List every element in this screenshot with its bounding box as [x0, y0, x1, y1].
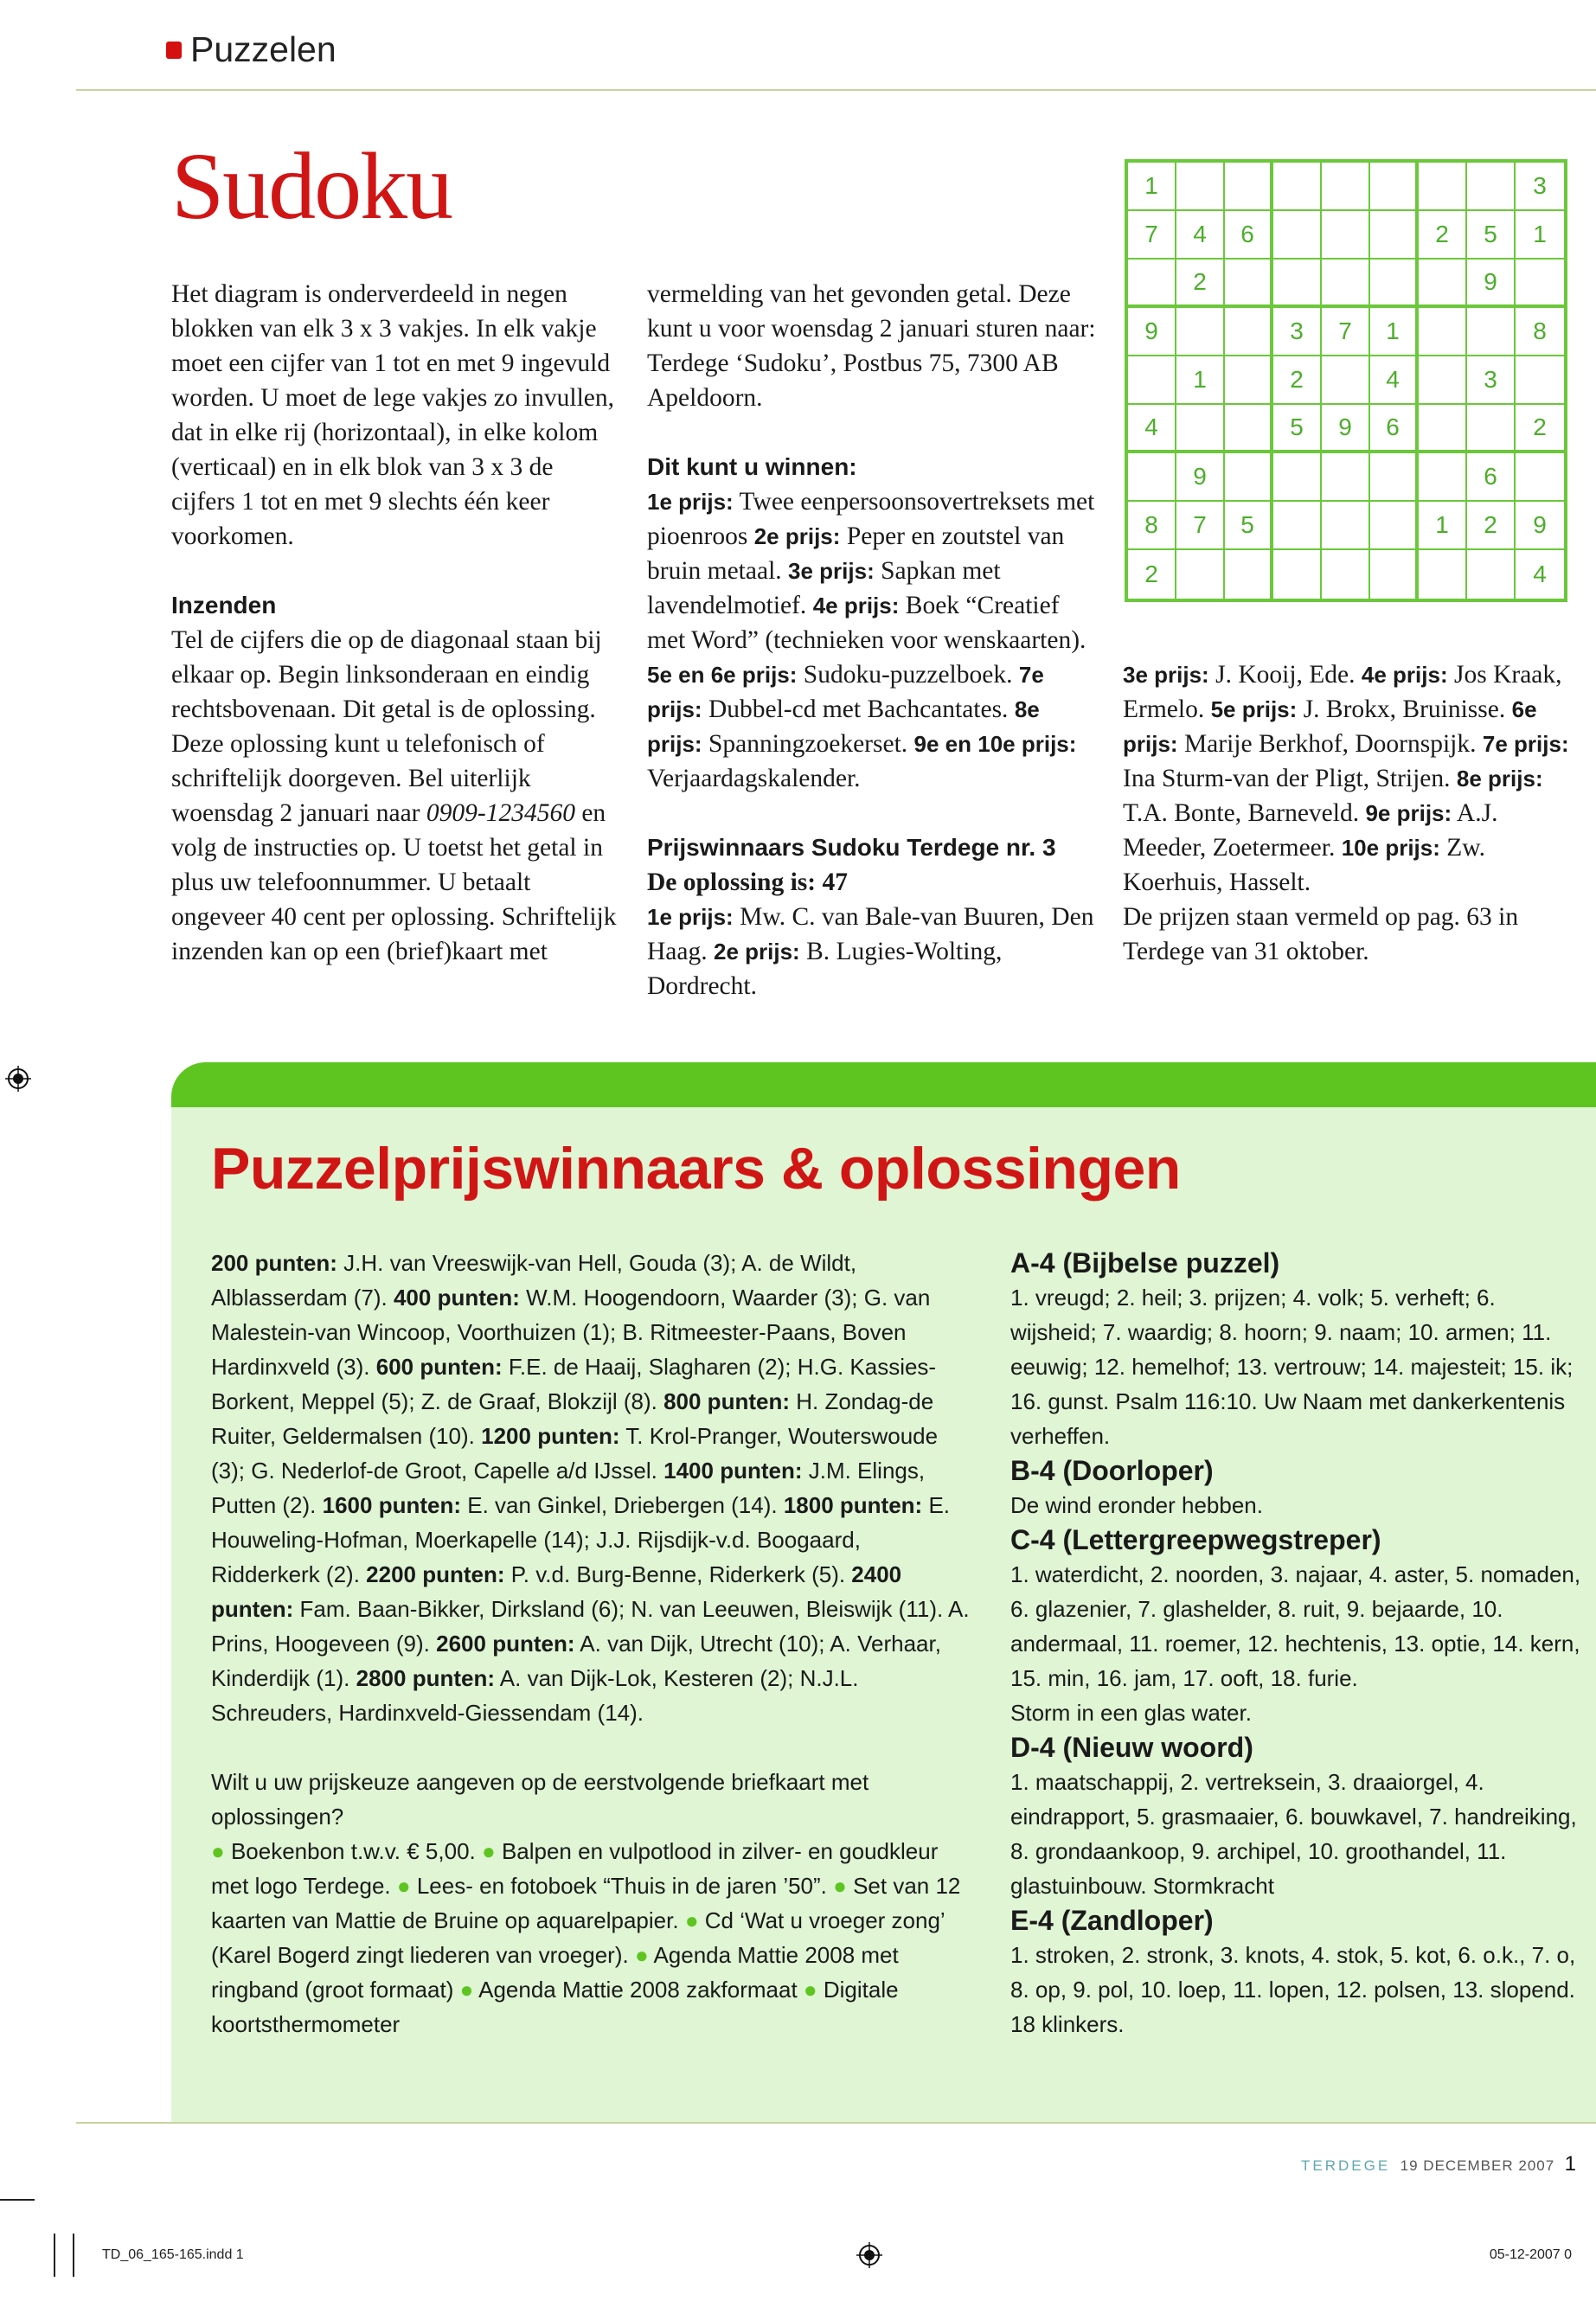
sudoku-cell: [1225, 163, 1273, 211]
bullet-icon: ●: [396, 1873, 417, 1899]
prize-text: Sudoku-puzzelboek.: [797, 661, 1019, 689]
points-text: J.M. Elings, Putten (2).: [211, 1458, 926, 1518]
prize-label: 8e prijs:: [647, 696, 1040, 757]
winner-text: Mw. C. van Bale-van Buuren, Den Haag.: [647, 903, 1094, 965]
solution-text: De wind eronder hebben.: [1010, 1492, 1263, 1518]
sudoku-cell: [1225, 405, 1273, 453]
bullet-icon: ●: [459, 1977, 479, 2003]
column-right: [1123, 657, 1573, 969]
sudoku-cell: 9: [1128, 308, 1176, 356]
page-title: Sudoku: [171, 133, 452, 239]
prize-label: 1e prijs:: [647, 489, 734, 515]
points-text: W.M. Hoogendoorn, Waarder (3); G. van Malestein-van Wincoop, Voorthuizen (1); B. Ritmeester-Paans, Boven Hardinxveld (3).: [211, 1285, 931, 1380]
sudoku-cell: 6: [1370, 405, 1419, 453]
prize-text: Twee eenpersoonsovertreksets met pioenroos: [647, 488, 1095, 550]
sudoku-cell: 7: [1322, 308, 1370, 356]
sudoku-cell: [1322, 550, 1370, 599]
points-label: 800 punten:: [663, 1388, 790, 1414]
prize-label: 2e prijs:: [753, 523, 841, 549]
winner-text: Jos Kraak, Ermelo.: [1123, 661, 1562, 723]
sudoku-cell: 1: [1370, 308, 1419, 356]
winner-text: A.J. Meeder, Zoetermeer.: [1123, 799, 1498, 862]
bullet-icon: ●: [684, 1907, 705, 1933]
sudoku-cell: [1467, 550, 1516, 599]
winner-text: Ina Sturm-van der Pligt, Strijen.: [1123, 765, 1457, 792]
sudoku-cell: [1322, 453, 1370, 502]
winner-text: J. Kooij, Ede.: [1208, 661, 1362, 689]
prize-text: Boek “Creatief met Word” (technieken voor wenskaarten).: [647, 592, 1086, 654]
sudoku-cell: 1: [1176, 356, 1225, 405]
sudoku-cell: 5: [1225, 502, 1273, 550]
prize-option: Agenda Mattie 2008 zakformaat: [478, 1977, 798, 2003]
sudoku-cell: 4: [1128, 405, 1176, 453]
sudoku-cell: [1419, 453, 1467, 502]
sudoku-cell: 7: [1176, 502, 1225, 550]
points-text: A. van Dijk-Lok, Kesteren (2); N.J.L. Schreuders, Hardinxveld-Giessendam (14).: [211, 1665, 859, 1726]
sudoku-cell: 8: [1128, 502, 1176, 550]
slug-date: 05-12-2007 0: [1489, 2247, 1572, 2262]
points-label: 400 punten:: [393, 1285, 520, 1311]
points-label: 1800 punten:: [783, 1492, 923, 1518]
sudoku-cell: 6: [1225, 211, 1273, 260]
sudoku-cell: 7: [1128, 211, 1176, 260]
points-label: 600 punten:: [375, 1354, 503, 1380]
prizes-list: [647, 484, 1097, 796]
points-label: 1600 punten:: [322, 1492, 461, 1518]
prize-text: Dubbel-cd met Bachcantates.: [702, 695, 1015, 723]
sudoku-cell: 1: [1516, 211, 1564, 260]
sudoku-cell: [1370, 260, 1419, 308]
points-text: H. Zondag-de Ruiter, Geldermalsen (10).: [211, 1388, 934, 1449]
sudoku-cell: [1419, 308, 1467, 356]
winner-label: 6e prijs:: [1123, 696, 1537, 757]
points-label: 1200 punten:: [481, 1423, 620, 1449]
solution-heading: E-4 (Zandloper): [1010, 1905, 1214, 1936]
prizes-heading: Dit kunt u winnen:: [647, 453, 857, 480]
inzenden-text: Tel de cijfers die op de diagonaal staan bij elkaar op. Begin linksonderaan en eindig rechtsbovenaan. Dit getal is de oplossing. Deze oplossing kunt u telefonisch of schriftelijk doorgeven. Bel uiterlijk woensdag 2 januari naar 0909-1234560 en volg de instructies op. U toetst het getal in plus uw telefoonnummer. U betaalt ongeveer 40 cent per oplossing. Schriftelijk inzenden kan op een (brief)kaart met: [171, 626, 617, 965]
footer-credit: [1301, 2152, 1577, 2176]
prize-text: Verjaardagskalender.: [647, 765, 861, 792]
sudoku-cell: 4: [1533, 561, 1547, 587]
winner-label: 2e prijs:: [714, 939, 800, 965]
sudoku-cell: [1273, 502, 1322, 550]
sudoku-cell: 5: [1273, 405, 1322, 453]
sudoku-cell: [1419, 260, 1467, 308]
sudoku-cell: 3: [1516, 163, 1564, 211]
page-number: 1: [1564, 2152, 1577, 2176]
registration-mark-icon: [5, 1066, 31, 1092]
winner-text: T.A. Bonte, Barneveld.: [1123, 799, 1366, 827]
winner-label: 4e prijs:: [1361, 662, 1448, 688]
sudoku-cell: [1273, 163, 1322, 211]
winners-heading: Prijswinnaars Sudoku Terdege nr. 3: [647, 834, 1056, 861]
sudoku-cell: [1370, 550, 1419, 599]
solution-heading: B-4 (Doorloper): [1010, 1455, 1214, 1486]
sudoku-cell: 9: [1176, 453, 1225, 502]
sudoku-cell: [1128, 260, 1176, 308]
column-middle: [647, 277, 1097, 1003]
sudoku-cell: [1419, 356, 1467, 405]
issue-date: 19 DECEMBER 2007: [1400, 2157, 1555, 2174]
solution-heading: A-4 (Bijbelse puzzel): [1010, 1247, 1280, 1279]
sudoku-cell: 5: [1467, 211, 1516, 260]
solution-extra: Storm in een glas water.: [1010, 1700, 1252, 1726]
sudoku-cell: [1322, 356, 1370, 405]
prize-box-title: Puzzelprijswinnaars & oplossingen: [211, 1136, 1181, 1202]
sudoku-cell: [1322, 211, 1370, 260]
points-winners-text: [211, 1246, 972, 1730]
sudoku-cell: [1225, 260, 1273, 308]
sudoku-cell: 9: [1322, 405, 1370, 453]
prize-label: 3e prijs:: [788, 558, 875, 584]
sudoku-cell: 2: [1516, 405, 1564, 453]
winner-label: 9e prijs:: [1365, 800, 1452, 826]
points-label: 2800 punten:: [356, 1665, 495, 1691]
sudoku-cell: [1516, 356, 1564, 405]
section-label-text: Puzzelen: [190, 29, 337, 69]
solution-heading: D-4 (Nieuw woord): [1010, 1732, 1253, 1763]
points-label: 2600 punten:: [436, 1631, 575, 1657]
registration-mark-bottom-icon: [856, 2242, 882, 2268]
sudoku-cell: [1322, 163, 1370, 211]
sudoku-cell: [1467, 308, 1516, 356]
points-label: 2200 punten:: [366, 1561, 505, 1587]
sudoku-cell: [1419, 163, 1467, 211]
sudoku-cell: [1225, 308, 1273, 356]
sudoku-cell: [1370, 211, 1419, 260]
sudoku-cell: [1419, 405, 1467, 453]
crop-mark: [54, 2234, 55, 2277]
winners-list-start: [647, 900, 1097, 1003]
phone-number: 0909-1234560: [426, 799, 575, 827]
sudoku-cell: [1176, 308, 1225, 356]
prize-label: 5e en 6e prijs:: [647, 662, 798, 688]
sudoku-cell: [1273, 453, 1322, 502]
prize-option: Agenda Mattie 2008 met ringband (groot formaat): [211, 1942, 899, 2003]
magazine-name: TERDEGE: [1301, 2157, 1391, 2174]
prize-options: [211, 1834, 972, 2041]
sudoku-cell: 9: [1516, 502, 1564, 550]
top-divider: [76, 89, 1596, 91]
prize-text: Sapkan met lavendelmotief.: [647, 557, 1001, 619]
sudoku-cell: 4: [1370, 356, 1419, 405]
sudoku-cell: [1273, 260, 1322, 308]
sudoku-cell: [1467, 405, 1516, 453]
sudoku-cell: 3: [1467, 356, 1516, 405]
solution-heading: C-4 (Lettergreepwegstreper): [1010, 1524, 1381, 1555]
winner-label: 1e prijs:: [647, 904, 734, 930]
prize-option: Lees- en fotoboek “Thuis in de jaren ’50”.: [416, 1873, 827, 1899]
prizes-footnote: De prijzen staan vermeld op pag. 63 in Terdege van 31 oktober.: [1123, 903, 1519, 965]
points-winners-column: [211, 1246, 972, 2041]
winner-label: 5e prijs:: [1210, 696, 1298, 722]
sudoku-cell: 1: [1419, 502, 1467, 550]
section-label: [166, 29, 337, 70]
sudoku-cell: [1128, 356, 1176, 405]
sudoku-cell: 2: [1419, 211, 1467, 260]
winner-label: 8e prijs:: [1456, 766, 1543, 792]
bullet-icon: ●: [211, 1838, 231, 1864]
winners-list: [1123, 657, 1573, 900]
points-text: E. Houweling-Hofman, Moerkapelle (14); J.J. Rijsdijk-v.d. Boogaard, Ridderkerk (2).: [211, 1492, 951, 1587]
prize-option: Cd ‘Wat u vroeger zong’ (Karel Bogerd zingt liederen van vroeger).: [211, 1907, 945, 1968]
winner-text: B. Lugies-Wolting, Dordrecht.: [647, 938, 1003, 1000]
prize-label: 7e prijs:: [647, 662, 1044, 722]
prize-option: Boekenbon t.w.v. € 5,00.: [230, 1838, 476, 1864]
sudoku-cell: [1370, 163, 1419, 211]
points-text: Fam. Baan-Bikker, Dirksland (6); N. van Leeuwen, Bleiswijk (11). A. Prins, Hoogeveen (9).: [211, 1596, 970, 1657]
solution-text: 1. waterdicht, 2. noorden, 3. najaar, 4. aster, 5. nomaden, 6. glazenier, 7. glashelder, 8. ruit, 9. bejaarde, 10. andermaal, 11. roemer, 12. hechtenis, 13. optie, 14. kern, 15. min, 16. jam, 17. ooft, 18. furie.: [1010, 1561, 1581, 1691]
points-text: F.E. de Haaij, Slagharen (2); H.G. Kassies-Borkent, Meppel (5); Z. de Graaf, Blokzijl (8).: [211, 1354, 937, 1414]
intro-text: Het diagram is onderverdeeld in negen blokken van elk 3 x 3 vakjes. In elk vakje moet een cijfer van 1 tot en met 9 ingevuld worden. U moet de lege vakjes zo invullen, dat in elke rij (horizontaal), in elke kolom (verticaal) en in elk blok van 3 x 3 de cijfers 1 tot en met 9 slechts één keer voorkomen.: [171, 280, 615, 550]
prize-option: Balpen en vulpotlood in zilver- en goudkleur met logo Terdege.: [211, 1838, 939, 1899]
solution-text: 1. maatschappij, 2. vertreksein, 3. draaiorgel, 4. eindrapport, 5. grasmaaier, 6. bouwkavel, 7. handreiking, 8. grondaankoop, 9. archipel, 10. groothandel, 11. glastuinbouw. Stormkracht: [1010, 1769, 1577, 1899]
bullet-icon: ●: [833, 1873, 854, 1899]
crop-mark: [0, 2199, 35, 2201]
prize-text: Spanningzoekerset.: [702, 730, 914, 758]
sudoku-cell: 2: [1128, 550, 1176, 599]
sudoku-cell: 8: [1516, 308, 1564, 356]
crop-mark: [73, 2234, 74, 2277]
sudoku-cell: [1176, 163, 1225, 211]
points-label: 200 punten:: [211, 1250, 337, 1276]
sudoku-cell: 2: [1273, 356, 1322, 405]
bullet-icon: ●: [634, 1942, 654, 1968]
sudoku-cell: [1370, 453, 1419, 502]
sudoku-cell: 2: [1467, 502, 1516, 550]
prize-label: 9e en 10e prijs:: [913, 731, 1077, 757]
points-label: 2400 punten:: [211, 1561, 902, 1622]
solution-text: De oplossing is: 47: [647, 868, 848, 896]
sudoku-cell: 3: [1273, 308, 1322, 356]
sudoku-cell: [1225, 550, 1273, 599]
inzenden-continuation-text: vermelding van het gevonden getal. Deze kunt u voor woensdag 2 januari sturen naar: Terdege ‘Sudoku’, Postbus 75, 7300 AB Apeldoorn.: [647, 280, 1096, 412]
winner-text: Marije Berkhof, Doornspijk.: [1177, 730, 1483, 758]
slug-filename: TD_06_165-165.indd 1: [102, 2247, 244, 2262]
winner-label: 3e prijs:: [1123, 662, 1209, 688]
solutions-column: [1010, 1246, 1581, 2041]
sudoku-cell: [1176, 550, 1225, 599]
sudoku-cell: [1176, 405, 1225, 453]
bottom-divider: [76, 2122, 1596, 2124]
prize-option: Digitale koortsthermometer: [211, 1977, 899, 2037]
prize-text: Peper en zoutstel van bruin metaal.: [647, 522, 1065, 585]
sudoku-grid: [1125, 159, 1567, 602]
sudoku-cell: [1273, 550, 1322, 599]
points-text: J.H. van Vreeswijk-van Hell, Gouda (3); A. de Wildt, Alblasserdam (7).: [211, 1250, 857, 1311]
sudoku-cell: 2: [1176, 260, 1225, 308]
column-left: [171, 277, 621, 969]
sudoku-cell: [1516, 453, 1564, 502]
winner-label: 10e prijs:: [1341, 835, 1440, 861]
section-marker-icon: [166, 42, 182, 59]
inzenden-heading: Inzenden: [171, 592, 277, 619]
sudoku-cell: [1128, 453, 1176, 502]
sudoku-cell: [1467, 163, 1516, 211]
points-text: T. Krol-Pranger, Wouterswoude (3); G. Nederlof-de Groot, Capelle a/d IJssel.: [211, 1423, 939, 1484]
points-text: P. v.d. Burg-Benne, Riderkerk (5).: [504, 1561, 852, 1587]
prize-option: Set van 12 kaarten van Mattie de Bruine op aquarelpapier.: [211, 1873, 961, 1933]
winner-text: Zw. Koerhuis, Hasselt.: [1123, 834, 1486, 896]
sudoku-cell: [1419, 550, 1467, 599]
winner-text: J. Brokx, Bruinisse.: [1297, 695, 1512, 723]
sudoku-cell: [1225, 356, 1273, 405]
prize-box-header-bar: [171, 1062, 1596, 1107]
sudoku-cell: [1516, 260, 1564, 308]
prize-label: 4e prijs:: [812, 593, 900, 619]
sudoku-cell: 4: [1176, 211, 1225, 260]
sudoku-cell: 9: [1467, 260, 1516, 308]
sudoku-cell: [1322, 260, 1370, 308]
bullet-icon: ●: [803, 1977, 824, 2003]
winner-label: 7e prijs:: [1482, 731, 1569, 757]
solution-text: 1. stroken, 2. stronk, 3. knots, 4. stok, 5. kot, 6. o.k., 7. o, 8. op, 9. pol, 10. loep, 11. lopen, 12. polsen, 13. slopend. 18 klinkers.: [1010, 1942, 1576, 2037]
sudoku-cell: 6: [1467, 453, 1516, 502]
points-label: 1400 punten:: [663, 1458, 803, 1484]
prize-question: Wilt u uw prijskeuze aangeven op de eerstvolgende briefkaart met oplossingen?: [211, 1769, 869, 1830]
points-text: A. van Dijk, Utrecht (10); A. Verhaar, Kinderdijk (1).: [211, 1631, 941, 1691]
sudoku-cell: [1370, 502, 1419, 550]
sudoku-cell: [1322, 502, 1370, 550]
sudoku-cell: 1: [1128, 163, 1176, 211]
bullet-icon: ●: [482, 1838, 502, 1864]
sudoku-cell: [1273, 211, 1322, 260]
points-text: E. van Ginkel, Driebergen (14).: [461, 1492, 784, 1518]
solution-text: 1. vreugd; 2. heil; 3. prijzen; 4. volk; 5. verheft; 6. wijsheid; 7. waardig; 8. hoorn; 9. naam; 10. armen; 11. eeuwig; 12. hemelhof; 13. vertrouw; 14. majesteit; 15. ik; 16. gunst. Psalm 116:10. Uw Naam met dankerkentenis verheffen.: [1010, 1285, 1574, 1449]
sudoku-cell: [1225, 453, 1273, 502]
